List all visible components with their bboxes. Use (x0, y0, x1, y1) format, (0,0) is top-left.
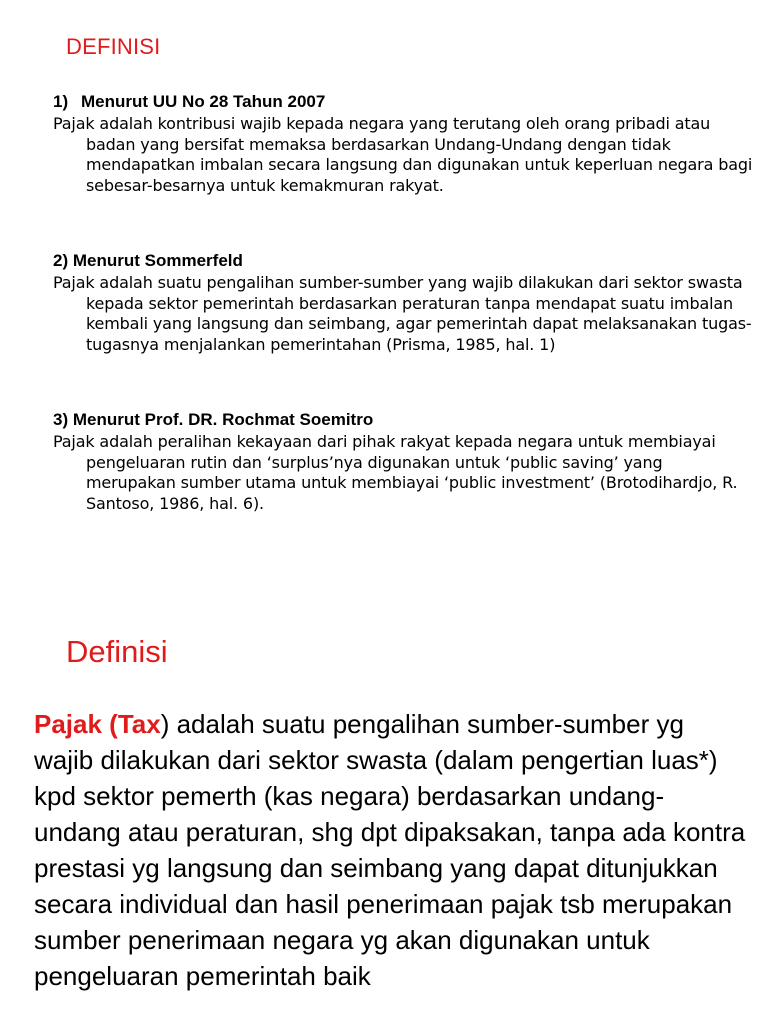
definition-body: Pajak adalah suatu pengalihan sumber-sumber yang wajib dilakukan dari sektor swasta kepada sektor pemerintah berdasarkan peraturan tanpa mendapat suatu imbalan kembali yang langsung dan seimbang, agar pemerintah dapat melaksanakan tugas-tugasnya menjalankan pemerintahan (Prisma, 1985, hal. 1) (53, 273, 752, 354)
definition-item (53, 410, 753, 514)
definition-heading-text: Menurut Prof. DR. Rochmat Soemitro (72, 410, 374, 429)
definition-text: adalah suatu pengalihan sumber-sumber yg wajib dilakukan dari sektor swasta (dalam pengertian luas*) kpd sektor pemerth (kas negara) berdasarkan undang-undang atau peraturan, shg dpt dipaksakan, tanpa ada kontra prestasi yg langsung dan seimbang yang dapat ditunjukkan secara individual dan hasil penerimaan pajak tsb merupakan sumber penerimaan negara yg akan digunakan untuk pengeluaran pemerintah baik (34, 709, 746, 991)
definition-heading-text: Menurut Sommerfeld (72, 251, 243, 270)
term-close-paren: ) (160, 709, 170, 739)
definition-heading (53, 251, 753, 271)
slide-title: Definisi (66, 634, 168, 669)
definition-item (53, 92, 753, 196)
slide-definisi-2 (0, 600, 768, 1024)
definition-paragraph (34, 706, 746, 994)
definition-item (53, 251, 753, 355)
definition-body: Pajak adalah peralihan kekayaan dari pihak rakyat kepada negara untuk membiayai pengeluaran rutin dan ‘surplus’nya digunakan untuk ‘public saving’ yang merupakan sumber utama untuk membiayai ‘public investment’ (Brotodihardjo, R. Santoso, 1986, hal. 6). (53, 432, 738, 513)
slide-title: DEFINISI (66, 34, 161, 59)
definition-number: 1) (53, 92, 69, 111)
definition-number: 2) (53, 251, 69, 270)
definition-heading-text: Menurut UU No 28 Tahun 2007 (81, 92, 326, 111)
definition-body: Pajak adalah kontribusi wajib kepada negara yang terutang oleh orang pribadi atau badan yang bersifat memaksa berdasarkan Undang-Undang dengan tidak mendapatkan imbalan secara langsung dan digunakan untuk keperluan negara bagi sebesar-besarnya untuk kemakmuran rakyat. (53, 114, 753, 195)
definition-heading (53, 410, 753, 430)
term-highlight: Pajak (Tax (34, 709, 161, 739)
definition-number: 3) (53, 410, 69, 429)
definition-heading (53, 92, 753, 112)
